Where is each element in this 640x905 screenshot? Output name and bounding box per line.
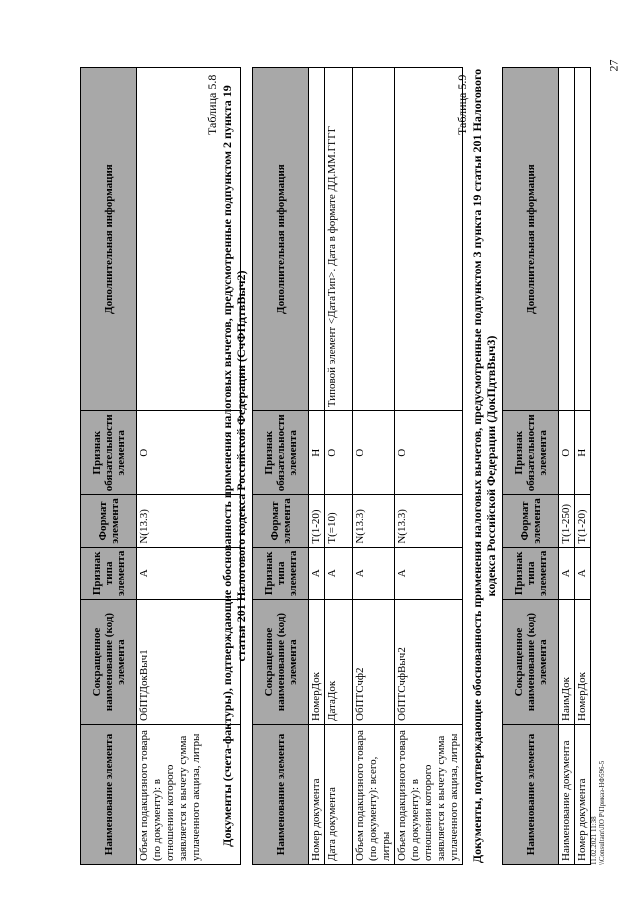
table-header-row (253, 68, 309, 865)
table-row (353, 68, 395, 865)
table-5-9-label: Таблица 5.9 (455, 74, 469, 135)
table-row (309, 68, 325, 865)
header-cell: Признак обязательности элемента (81, 411, 137, 495)
table-cell: Объем подакцизного товара (по документу): всего, литры (353, 725, 395, 865)
header-cell: Дополнительная информация (81, 68, 137, 411)
table-cell (309, 68, 325, 411)
header-cell: Признак типа элемента (253, 547, 309, 599)
table-row (575, 68, 591, 865)
table-cell: НомерДок (309, 600, 325, 725)
table-cell: А (395, 547, 463, 599)
header-cell: Признак типа элемента (81, 547, 137, 599)
table-cell: О (395, 411, 463, 495)
table-cell: T(1-250) (559, 495, 575, 547)
table-cell: А (309, 547, 325, 599)
table-cell: А (137, 547, 241, 599)
table-5-8-caption: Документы (счета-фактуры), подтверждающие обоснованность применения налоговых вычетов, предусмотренные подпунктом 2 пункта 19 статьи 201 Налогового кодекса Российской Федерации (СчФПдтвВыч2) (220, 85, 248, 847)
table-5-9-caption: Документы, подтверждающие обоснованность применения налоговых вычетов, предусмотренные подпунктом 3 пункта 19 статьи 201 Налогового кодекса Российской Федерации (ДокПдтвВыч3) (470, 68, 498, 864)
table-cell: НаимДок (559, 600, 575, 725)
table-cell: О (353, 411, 395, 495)
table-cell: ДатаДок (325, 600, 353, 725)
table-cell: Номер документа (309, 725, 325, 865)
header-cell: Сокращенное наименование (код) элемента (81, 600, 137, 725)
header-cell: Наименование элемента (503, 725, 559, 865)
header-cell: Сокращенное наименование (код) элемента (253, 600, 309, 725)
header-cell: Признак обязательности элемента (253, 411, 309, 495)
header-cell: Признак типа элемента (503, 547, 559, 599)
table-cell: Наименование документа (559, 725, 575, 865)
table-cell: А (325, 547, 353, 599)
table-5-9 (502, 67, 591, 865)
table-cell: Номер документа (575, 725, 591, 865)
table-cell: О (137, 411, 241, 495)
table-cell: N(13.3) (137, 495, 241, 547)
header-cell: Формат элемента (81, 495, 137, 547)
table-row (395, 68, 463, 865)
header-cell: Формат элемента (503, 495, 559, 547)
table-cell: T(=10) (325, 495, 353, 547)
header-cell: Наименование элемента (81, 725, 137, 865)
table-cell: N(13.3) (353, 495, 395, 547)
file-footer (590, 761, 606, 865)
table-cell: Н (309, 411, 325, 495)
table-cell: НомерДок (575, 600, 591, 725)
table-cell: Объем подакцизного товара (по документу): в отношении которого заявляется к вычету сумма уплаченного акциза, литры (137, 725, 241, 865)
table-cell: А (559, 547, 575, 599)
table-cell: О (559, 411, 575, 495)
header-cell: Признак обязательности элемента (503, 411, 559, 495)
table-cell: А (353, 547, 395, 599)
footer-path: \\Consultant\ЛО Р\Приказ-НФ596-5 (598, 760, 606, 865)
table-cell: ОбПТДокВыч1 (137, 600, 241, 725)
table-5-8 (252, 67, 463, 865)
table-row (325, 68, 353, 865)
table-cell: А (575, 547, 591, 599)
header-cell: Дополнительная информация (503, 68, 559, 411)
table-cell (559, 68, 575, 411)
table-cell: Объем подакцизного товара (по документу): в отношении которого заявляется к вычету сумма уплаченного акциза, литры (395, 725, 463, 865)
footer-date: 11.02.2021 11:38 (590, 816, 598, 865)
table-cell: Н (575, 411, 591, 495)
header-cell: Дополнительная информация (253, 68, 309, 411)
header-cell: Формат элемента (253, 495, 309, 547)
table-continuation (80, 67, 241, 865)
header-cell: Наименование элемента (253, 725, 309, 865)
table-cell (395, 68, 463, 411)
table-cell: T(1-20) (575, 495, 591, 547)
table-cell: ОбПТСчфВыч2 (395, 600, 463, 725)
table-cell: N(13.3) (395, 495, 463, 547)
table-cell: T(1-20) (309, 495, 325, 547)
table-header-row (503, 68, 559, 865)
page-number: 27 (606, 59, 621, 72)
table-cell (353, 68, 395, 411)
header-cell: Сокращенное наименование (код) элемента (503, 600, 559, 725)
table-cell (575, 68, 591, 411)
table-cell: ОбПТСчф2 (353, 600, 395, 725)
table-header-row (81, 68, 137, 865)
table-5-8-label: Таблица 5.8 (205, 74, 219, 135)
table-row (559, 68, 575, 865)
table-cell: О (325, 411, 353, 495)
table-cell: Дата документа (325, 725, 353, 865)
table-cell: Типовой элемент <ДатаТип>. Дата в формате ДД.ММ.ГГГГ (325, 68, 353, 411)
